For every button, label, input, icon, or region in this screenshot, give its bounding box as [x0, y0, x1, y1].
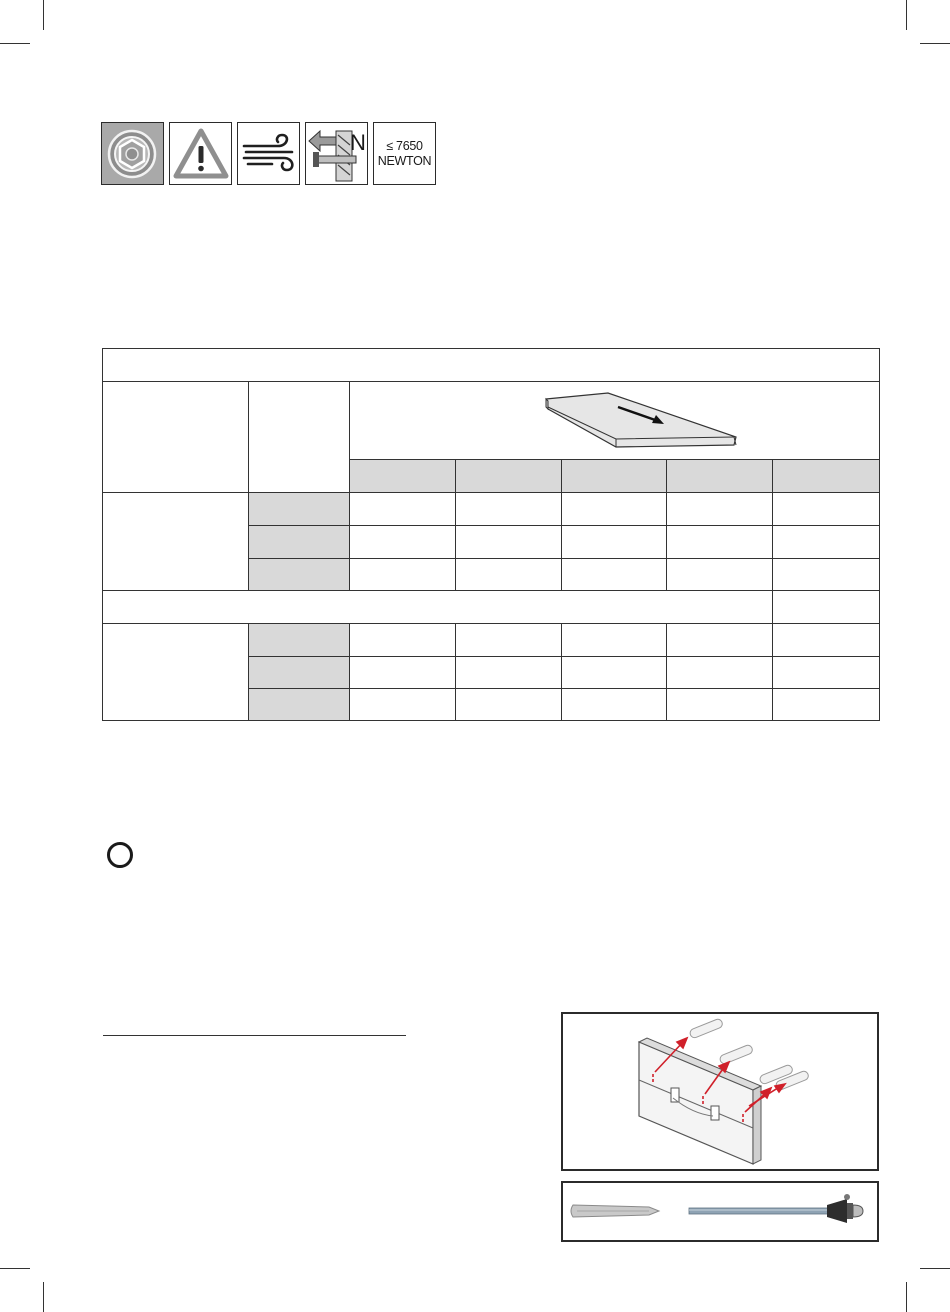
table-cell [103, 382, 249, 493]
table-cell [562, 526, 667, 558]
anchor-parts-figure [561, 1181, 879, 1242]
info-circle-icon [107, 842, 133, 868]
table-cell [562, 493, 667, 526]
shelf-illustration-cell [350, 382, 880, 460]
warning-icon [169, 122, 232, 185]
table-cell [350, 526, 456, 558]
table-cell [773, 493, 880, 526]
crop-mark [43, 1282, 44, 1312]
specification-table [102, 348, 880, 721]
crop-mark [0, 43, 30, 44]
table-cell [456, 656, 562, 688]
table-cell [773, 558, 880, 590]
table-cell [456, 688, 562, 720]
table-cell [667, 558, 773, 590]
table-cell [456, 623, 562, 656]
crop-mark [906, 0, 907, 30]
pull-force-icon [305, 122, 368, 185]
wall-bracket-drilling-diagram [563, 1014, 877, 1169]
table-row-header [249, 688, 350, 720]
table-header-cell [350, 460, 456, 493]
table-cell [103, 493, 249, 590]
table-cell [456, 558, 562, 590]
icon-row [101, 122, 436, 185]
table-cell [456, 493, 562, 526]
table-row-header [249, 656, 350, 688]
table-row-header [249, 623, 350, 656]
table-cell [562, 688, 667, 720]
table-cell [773, 688, 880, 720]
table-cell [773, 590, 880, 623]
table-cell [667, 526, 773, 558]
table-cell [103, 623, 249, 720]
table-row-header [249, 558, 350, 590]
load-rating-unit: NEWTON [377, 153, 432, 168]
mounting-figure [561, 1012, 879, 1171]
table-cell [249, 382, 350, 493]
table-cell [562, 623, 667, 656]
crop-mark [920, 1268, 950, 1269]
table-header-cell [667, 460, 773, 493]
table-cell [667, 623, 773, 656]
table-row [103, 382, 880, 460]
table-cell [667, 656, 773, 688]
force-unit-label: N [350, 130, 366, 155]
wind-icon [237, 122, 300, 185]
table-cell [773, 656, 880, 688]
table-cell [667, 688, 773, 720]
table-header-cell [773, 460, 880, 493]
table-cell [350, 656, 456, 688]
table-row [103, 590, 880, 623]
table-row-header [249, 526, 350, 558]
table-cell [350, 623, 456, 656]
table-cell [456, 526, 562, 558]
crop-mark [906, 1282, 907, 1312]
table-cell [350, 558, 456, 590]
nut-washer-icon [101, 122, 164, 185]
crop-mark [0, 1268, 30, 1269]
table-row [103, 349, 880, 382]
table-cell [562, 558, 667, 590]
table-cell [773, 623, 880, 656]
crop-mark [43, 0, 44, 30]
table-header-cell [456, 460, 562, 493]
table-cell [562, 656, 667, 688]
table-cell [350, 688, 456, 720]
wall-plug-and-threaded-rod-illustration [563, 1183, 877, 1240]
table-row-header [249, 493, 350, 526]
table-cell [103, 590, 773, 623]
table-cell [773, 526, 880, 558]
table-title-cell [103, 349, 880, 382]
load-rating-value: ≤ 7650 [386, 138, 423, 153]
table-cell [350, 493, 456, 526]
table-row [103, 623, 880, 656]
table-row [103, 493, 880, 526]
section-divider [103, 1035, 406, 1036]
table-header-cell [562, 460, 667, 493]
table-cell [667, 493, 773, 526]
shelf-direction-illustration [538, 389, 748, 449]
load-rating-icon [373, 122, 436, 185]
crop-mark [920, 43, 950, 44]
